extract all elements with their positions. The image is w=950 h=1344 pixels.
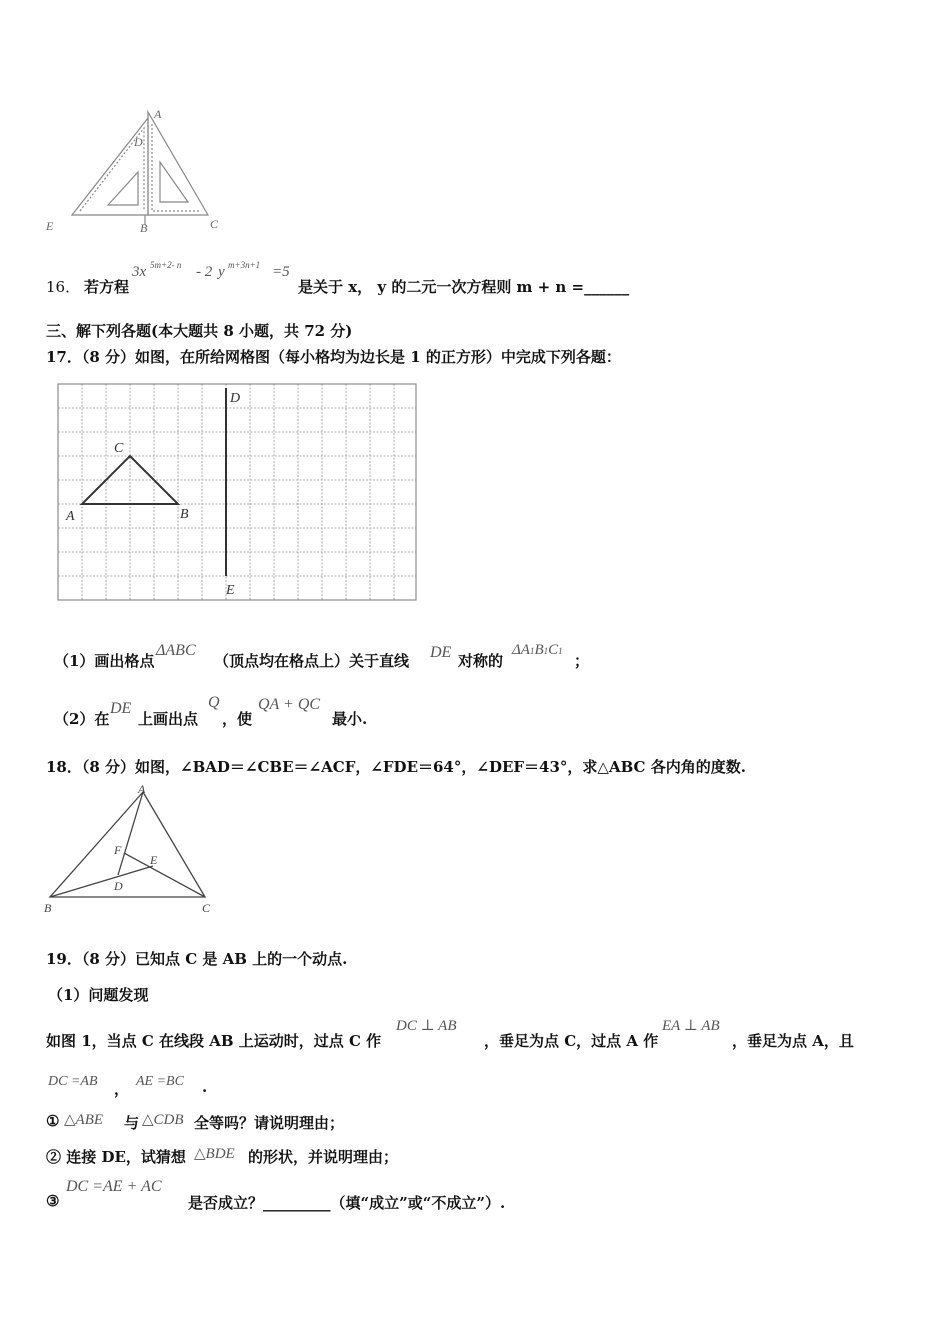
q16-term1: 3x [132, 264, 147, 280]
label-C: C [210, 217, 219, 231]
tri1-b: B [534, 642, 544, 658]
q17-p2-mid2: ，使 [222, 710, 253, 728]
q18-label-D: D [114, 879, 123, 893]
q16-exp1: 5m+2- n [150, 260, 182, 270]
q19-i2-b: 的形状，并说明理由； [248, 1148, 399, 1166]
q16-post: 是关于 x， y 的二元一次方程则 m + n =______ [298, 278, 630, 296]
grid-label-C: C [114, 441, 124, 456]
q17-p2-point: Q [208, 694, 220, 711]
q17-p2-expr: QA + QC [258, 696, 321, 713]
q16-rhs: =5 [272, 264, 290, 280]
q17-part1 [54, 640, 654, 676]
segment-AD [118, 792, 143, 875]
q19-i1-math2: △CDB [142, 1112, 184, 1128]
q17-p1-triangle1 [512, 640, 563, 659]
q19-item2 [46, 1142, 466, 1168]
q17-p1-mid: （顶点均在格点上）关于直线 [214, 652, 410, 670]
q17-p2-line: DE [110, 700, 132, 717]
q17-p1-mid2: 对称的 [458, 652, 504, 670]
q19-i2-a: ② 连接 DE，试猜想 [46, 1148, 186, 1166]
q17-p2-mid: 上画出点 [138, 710, 199, 728]
q19-i2-math: △BDE [194, 1146, 235, 1162]
q18-label-C: C [202, 901, 211, 915]
grid-label-A: A [66, 509, 75, 524]
figure-q18 [40, 782, 220, 918]
tri1-a: ΔA [512, 642, 530, 658]
q17-p1-end: ； [574, 652, 590, 670]
q17-p1-pre: （1）画出格点 [54, 652, 155, 670]
ruler-left [72, 118, 148, 215]
q16-exp2: m+3n+1 [228, 260, 261, 270]
q18-label-F: F [114, 843, 122, 857]
q19-i3-b: 是否成立？_________（填“成立”或“不成立”）. [188, 1194, 506, 1212]
figure-q15 [40, 100, 240, 240]
q19-l1-a: 如图 1，当点 C 在线段 AB 上运动时，过点 C 作 [46, 1032, 382, 1050]
q19-l2-math2: AE =BC [136, 1074, 184, 1089]
label-D: D [134, 135, 143, 149]
segment-CF [124, 853, 205, 897]
q19-l1-math2: EA ⊥ AB [662, 1018, 720, 1034]
q19-l1-math1: DC ⊥ AB [396, 1018, 457, 1034]
q19-item3 [46, 1176, 646, 1212]
q16-pre: 若方程 [84, 278, 130, 296]
q19-l1-b: ，垂足为点 C，过点 A 作 [484, 1032, 659, 1050]
label-B: B [140, 221, 148, 235]
q17-p1-line: DE [430, 644, 452, 661]
q17-head: 17．（8 分）如图，在所给网格图（每小格均为边长是 1 的正方形）中完成下列各题： [46, 348, 621, 366]
label-A: A [154, 107, 162, 121]
q19-i1-math1: △ABE [64, 1112, 104, 1128]
q19-head: 19．（8 分）已知点 C 是 AB 上的一个动点. [46, 950, 348, 968]
q17-p1-triangle: ΔABC [156, 642, 196, 659]
q17-p2-end: 最小. [332, 710, 368, 728]
q19-item1 [46, 1108, 446, 1134]
q19-i1-c: 全等吗？请说明理由； [194, 1114, 345, 1132]
q19-sub1: （1）问题发现 [48, 986, 149, 1004]
q19-i1-marker: ① [46, 1112, 60, 1130]
q18-label-A: A [138, 782, 146, 796]
grid-figure-q17 [50, 380, 422, 608]
grid-label-D: D [230, 391, 241, 406]
q19-l2-b: . [202, 1078, 208, 1096]
q17-part2 [54, 694, 454, 734]
q18-label-E: E [150, 853, 158, 867]
segment-BE [50, 866, 153, 897]
q19-i3-marker: ③ [46, 1192, 60, 1210]
q19-i1-b: 与 [124, 1114, 140, 1132]
q19-line1 [46, 1016, 926, 1050]
grid-label-E: E [226, 583, 235, 598]
tri1-sub2: 1 [543, 646, 549, 656]
q19-i3-math: DC =AE + AC [66, 1178, 162, 1195]
ruler-right [148, 112, 208, 215]
label-E: E [46, 219, 54, 233]
grid-label-B: B [180, 507, 189, 522]
tri1-c: C [548, 642, 559, 658]
section-3-title: 三、解下列各题(本大题共 8 小题，共 72 分) [46, 322, 353, 340]
q17-p2-pre: （2）在 [54, 710, 110, 728]
q19-l1-c: ，垂足为点 A，且 [732, 1032, 854, 1050]
tri1-sub3: 1 [558, 646, 563, 656]
q16-number: 16． [46, 278, 81, 296]
q16-term2: y [218, 264, 225, 280]
q18-head: 18．（8 分）如图，∠BAD＝∠CBE＝∠ACF，∠FDE＝64°，∠DEF＝43°，求△ABC 各内角的度数. [46, 758, 746, 776]
tri1-sub1: 1 [529, 646, 535, 656]
q19-l2-a: ， [114, 1080, 130, 1098]
q16-op: - 2 [196, 264, 213, 280]
q19-l2-math1: DC =AB [48, 1074, 98, 1089]
q19-line2 [46, 1074, 346, 1098]
q18-label-B: B [44, 901, 52, 915]
